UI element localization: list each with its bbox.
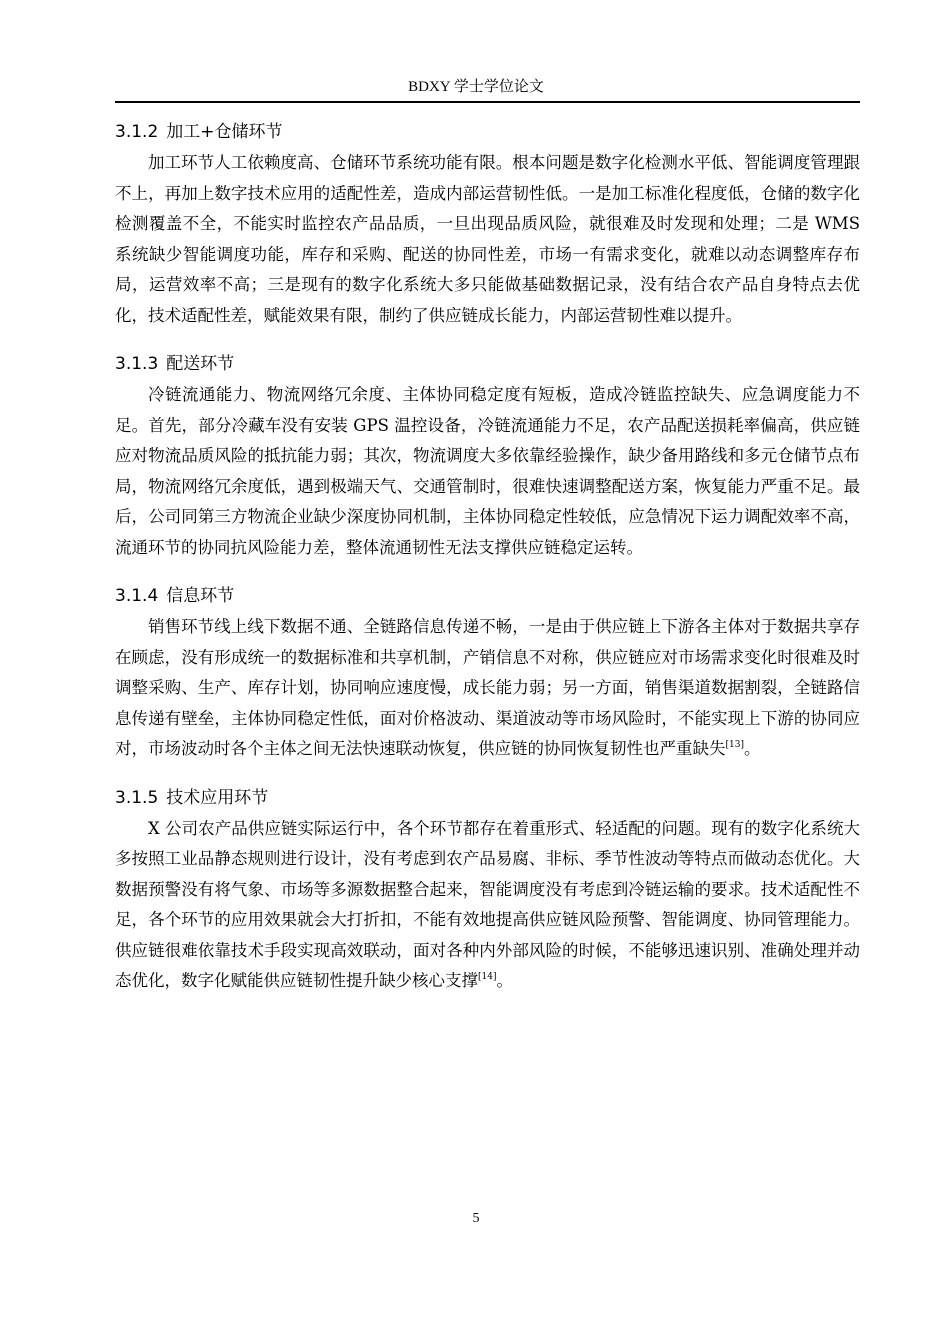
- section-number: 3.1.3: [115, 354, 159, 374]
- section-3-1-2: [115, 111, 860, 331]
- section-heading: [115, 575, 860, 607]
- citation-ref[interactable]: [13]: [725, 740, 744, 750]
- section-heading: [115, 111, 860, 143]
- section-3-1-5: [115, 777, 860, 997]
- body-paragraph: [115, 375, 860, 563]
- section-number: 3.1.2: [115, 122, 159, 142]
- page-number: 5: [472, 1211, 480, 1226]
- page-body: [115, 111, 860, 1009]
- body-paragraph: [115, 143, 860, 331]
- section-title: 加工+仓储环节: [166, 122, 283, 142]
- section-heading: [115, 343, 860, 375]
- section-3-1-4: [115, 575, 860, 765]
- paragraph-text: 冷链流通能力、物流网络冗余度、主体协同稳定度有短板，造成冷链监控缺失、应急调度能力不足。首先，部分冷藏车没有安装 GPS 温控设备，冷链流通能力不足，农产品配送损耗率偏高，供应链应对物流品质风险的抵抗能力弱；其次，物流调度大多依靠经验操作，缺少备用路线和多元仓储节点布局，物流网络冗余度低，遇到极端天气、交通管制时，很难快速调整配送方案，恢复能力严重不足。最后，公司同第三方物流企业缺少深度协同机制，主体协同稳定性较低，应急情况下运力调配效率不高，流通环节的协同抗风险能力差，整体流通韧性无法支撑供应链稳定运转。: [115, 385, 860, 557]
- paragraph-end: 。: [743, 739, 761, 758]
- paragraph-text: X 公司农产品供应链实际运行中，各个环节都存在着重形式、轻适配的问题。现有的数字化系统大多按照工业品静态规则进行设计，没有考虑到农产品易腐、非标、季节性波动等特点而做动态优化。大数据预警没有将气象、市场等多源数据整合起来，智能调度没有考虑到冷链运输的要求。技术适配性不足，各个环节的应用效果就会大打折扣，不能有效地提高供应链风险预警、智能调度、协同管理能力。供应链很难依靠技术手段实现高效联动，面对各种内外部风险的时候，不能够迅速识别、准确处理并动态优化，数字化赋能供应链韧性提升缺少核心支撑: [115, 818, 860, 990]
- body-paragraph: [115, 607, 860, 765]
- paragraph-text: 加工环节人工依赖度高、仓储环节系统功能有限。根本问题是数字化检测水平低、智能调度管理跟不上，再加上数字技术应用的适配性差，造成内部运营韧性低。一是加工标准化程度低，仓储的数字化检测覆盖不全，不能实时监控农产品品质，一旦出现品质风险，就很难及时发现和处理；二是 WMS 系统缺少智能调度功能，库存和采购、配送的协同性差，市场一有需求变化，就难以动态调整库存布局，运营效率不高；三是现有的数字化系统大多只能做基础数据记录，没有结合农产品自身特点去优化，技术适配性差，赋能效果有限，制约了供应链成长能力，内部运营韧性难以提升。: [115, 153, 860, 325]
- section-title: 配送环节: [166, 354, 235, 374]
- section-title: 技术应用环节: [166, 787, 269, 808]
- section-number: 3.1.4: [115, 586, 159, 606]
- citation-ref[interactable]: [14]: [478, 972, 497, 982]
- section-number: 3.1.5: [115, 787, 159, 808]
- running-header: BDXY 学士学位论文: [408, 79, 544, 95]
- section-3-1-3: [115, 343, 860, 563]
- section-heading: [115, 777, 860, 809]
- paragraph-end: 。: [496, 971, 513, 990]
- header-rule: [115, 101, 860, 103]
- section-title: 信息环节: [166, 586, 235, 606]
- body-paragraph: [115, 809, 860, 997]
- paragraph-text: 销售环节线上线下数据不通、全链路信息传递不畅，一是由于供应链上下游各主体对于数据共享存在顾虑，没有形成统一的数据标准和共享机制，产销信息不对称，供应链应对市场需求变化时很难及时调整采购、生产、库存计划，协同响应速度慢，成长能力弱；另一方面，销售渠道数据割裂，全链路信息传递有壁垒，主体协同稳定性低，面对价格波动、渠道波动等市场风险时，不能实现上下游的协同应对，市场波动时各个主体之间无法快速联动恢复，供应链的协同恢复韧性也严重缺失: [115, 617, 860, 758]
